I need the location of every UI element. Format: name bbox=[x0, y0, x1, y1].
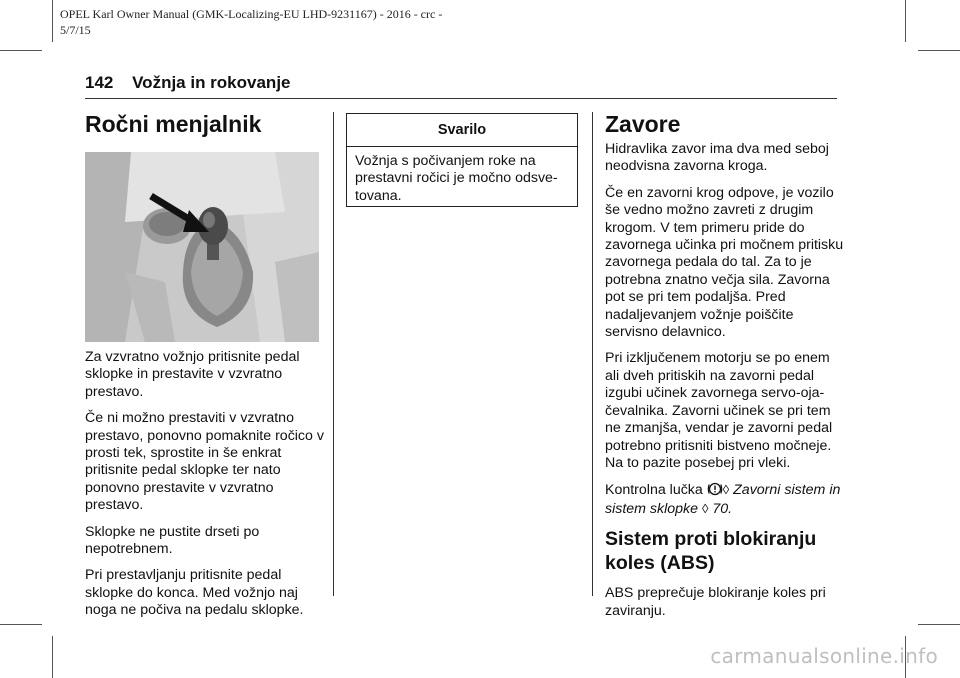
crop-mark bbox=[0, 624, 42, 625]
abs-heading: Sistem proti blokiranju koles (ABS) bbox=[605, 528, 817, 575]
document-meta-date: 5/7/15 bbox=[60, 23, 91, 37]
paragraph: Če ni možno prestaviti v vzvratno prestavo, ponovno pomaknite ročico v prosti tek, sprostite in še enkrat pritisnite pedal sklopke ter nato ponovno prestavite v vzvratno prestavo. bbox=[85, 410, 324, 514]
header-divider bbox=[85, 98, 837, 99]
reference-arrow-icon: ◊ bbox=[722, 482, 730, 498]
watermark: carmanualsonline.info bbox=[710, 644, 938, 668]
paragraph: Pri prestavljanju pritisnite pedal sklopke do konca. Med vožnjo naj noga ne počiva na pedalu sklopke. bbox=[85, 567, 304, 619]
brakes-heading: Zavore bbox=[605, 111, 681, 137]
crop-mark bbox=[52, 636, 53, 678]
section-title: Vožnja in rokovanje bbox=[132, 73, 291, 92]
cross-reference bbox=[605, 481, 845, 518]
crop-mark bbox=[905, 0, 906, 42]
paragraph: Če en zavorni krog odpove, je vozilo še vedno možno zavreti z drugim krogom. V tem primeru pride do zavornega učinka pri močnem pritisku zavornega pedala do tal. Za to je potrebna znatno večja sila. Zavorna pot se pri tem podaljša. Pred nadaljevanjem vožnje poiščite servisno delavnico. bbox=[605, 184, 844, 341]
right-column-text bbox=[605, 141, 845, 629]
paragraph: ABS preprečuje blokiranje koles pri zaviranju. bbox=[605, 585, 826, 619]
ref-link[interactable]: Zavorni sistem in sistem sklopke bbox=[605, 482, 841, 517]
manual-transmission-heading: Ročni menjalnik bbox=[85, 111, 262, 137]
warning-box bbox=[346, 113, 578, 207]
crop-mark bbox=[918, 50, 960, 51]
gear-shifter-illustration bbox=[85, 152, 319, 342]
page-number: 142 bbox=[85, 73, 114, 92]
page-header bbox=[85, 73, 291, 93]
paragraph: Pri izključenem motorju se po enem ali dveh pritiskih na zavorni pedal izgubi učinek zavornega servo-oja- čevalnika. Zavorni učinek se pri tem ne zmanjša, vendar je zavorni pedal potrebno pritisniti bistveno močneje. Na to pazite posebej pri vleki. bbox=[605, 350, 833, 471]
column-divider bbox=[333, 112, 334, 596]
paragraph: Za vzvratno vožnjo pritisnite pedal sklopke in prestavite v vzvratno prestavo. bbox=[85, 349, 300, 400]
crop-mark bbox=[918, 624, 960, 625]
crop-mark bbox=[0, 50, 42, 51]
crop-mark bbox=[52, 0, 53, 42]
document-meta bbox=[60, 6, 500, 38]
warning-text: Vožnja s počivanjem roke na prestavni ročici je močno odsve- tovana. bbox=[355, 153, 558, 204]
column-divider bbox=[592, 112, 593, 596]
brake-warning-icon bbox=[707, 481, 723, 497]
ref-prefix: Kontrolna lučka bbox=[605, 482, 703, 499]
reference-arrow-icon: ◊ bbox=[702, 500, 709, 516]
paragraph: Hidravlika zavor ima dva med seboj neodvisna zavorna kroga. bbox=[605, 141, 829, 175]
paragraph: Sklopke ne pustite drseti po nepotrebnem. bbox=[85, 523, 260, 558]
document-meta-line: OPEL Karl Owner Manual (GMK-Localizing-EU LHD-9231167) - 2016 - crc - bbox=[60, 7, 443, 21]
gear-shifter-photo bbox=[85, 152, 319, 342]
warning-title: Svarilo bbox=[347, 114, 577, 147]
ref-page[interactable]: 70. bbox=[712, 500, 733, 517]
left-column-text bbox=[85, 349, 325, 629]
